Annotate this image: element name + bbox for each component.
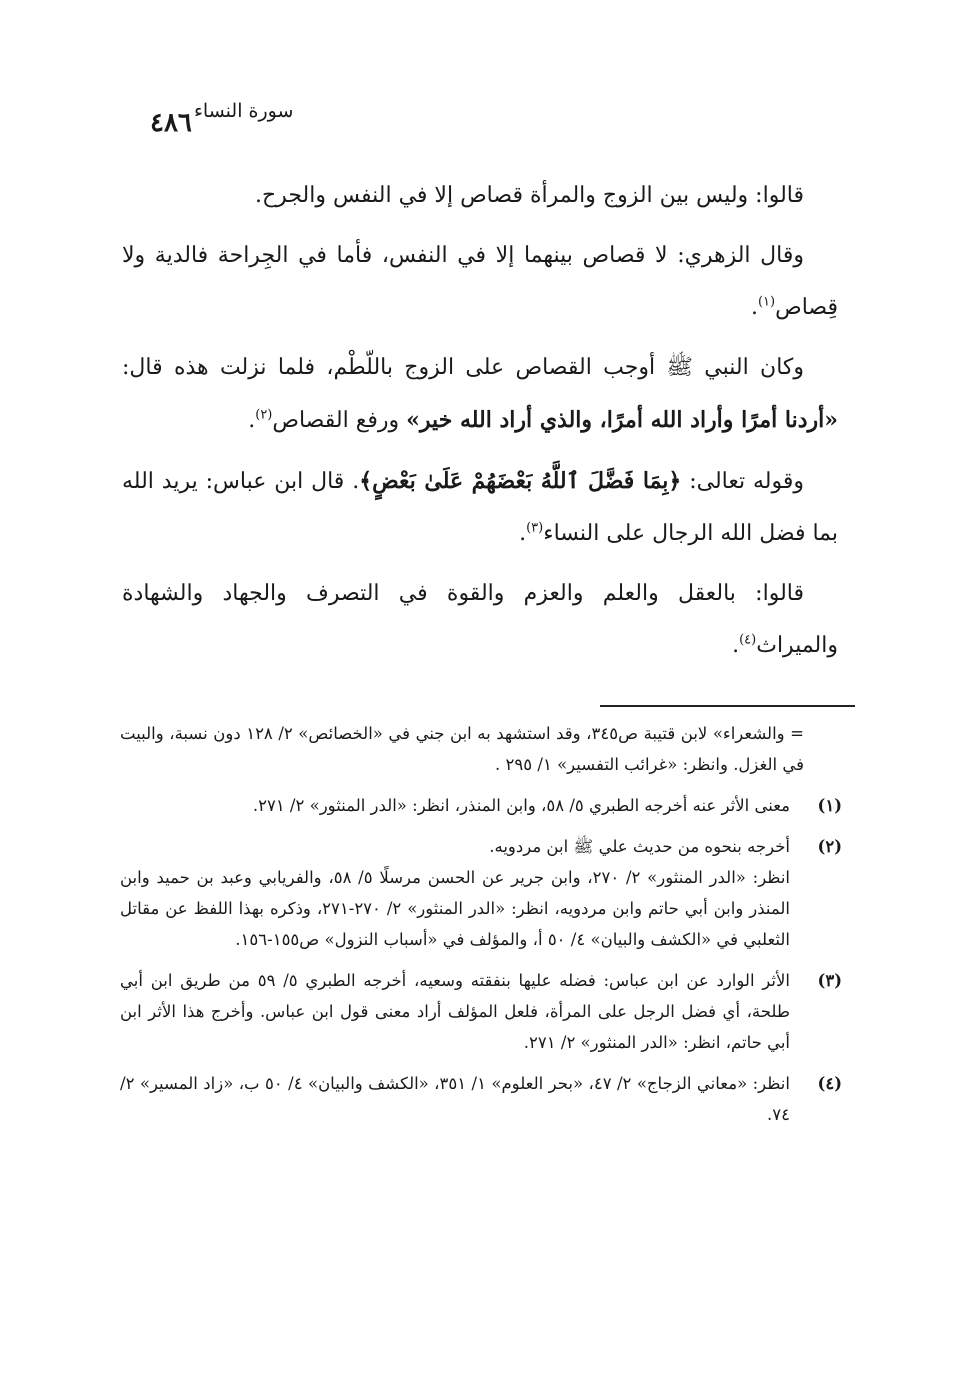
- footnote-continuation: = والشعراء» لابن قتيبة ص٣٤٥، وقد استشهد به ابن جني في «الخصائص» ٢/ ١٢٨ دون نسبة، والبيت في الغزل. وانظر: «غرائب التفسير» ١/ ٢٩٥ .: [120, 724, 804, 774]
- hadith-quote: «أردنا أمرًا وأراد الله أمرًا، والذي أراد الله خير»: [406, 407, 838, 433]
- paragraph-3-text-a: وكان النبي ﷺ أوجب القصاص على الزوج باللّطْم، فلما نزلت هذه قال:: [122, 355, 804, 380]
- paragraph-4: وقوله تعالى: ﴿بِمَا فَضَّلَ ٱللَّهُ بَعْضَهُمْ عَلَىٰ بَعْضٍ﴾. قال ابن عباس: يريد الله بما فضل الله الرجال على النساء$^{(٣)}$.: [122, 468, 838, 546]
- footnote-separator: [600, 705, 855, 707]
- paragraph-3: وكان النبي ﷺ أوجب القصاص على الزوج باللّطْم، فلما نزلت هذه قال: «أردنا أمرًا وأراد الله أمرًا، والذي أراد الله خير» ورفع القصاص$^{(٢)}$.: [122, 355, 838, 433]
- footnote-ref-3[interactable]: (٣): [526, 520, 544, 536]
- footnote-2: [120, 831, 842, 955]
- paragraph-5: قالوا: بالعقل والعلم والعزم والقوة في التصرف والجهاد والشهادة والميراث$^{(٤)}$.: [122, 581, 838, 658]
- footnote-text: معنى الأثر عنه أخرجه الطبري ٥/ ٥٨، وابن المنذر، انظر: «الدر المنثور» ٢/ ٢٧١.: [252, 796, 790, 815]
- footnote-ref-1[interactable]: (١): [757, 294, 776, 310]
- footnote-4: [120, 1068, 842, 1130]
- paragraph-1-text: قالوا: وليس بين الزوج والمرأة قصاص إلا في النفس والجرح.: [254, 183, 804, 208]
- page-number: ٤٨٦: [150, 108, 192, 138]
- footnotes-section: [120, 718, 842, 1140]
- running-title: سورة النساء: [194, 100, 294, 122]
- footnote-1: [120, 790, 842, 821]
- footnote-text: انظر: «معاني الزجاج» ٢/ ٤٧، «بحر العلوم» ١/ ٣٥١، «الكشف والبيان» ٤/ ٥٠ ب، «زاد المسير» ٢/ ٧٤.: [120, 1074, 790, 1124]
- footnote-3: [120, 965, 842, 1058]
- paragraph-2-text: وقال الزهري: لا قصاص بينهما إلا في النفس، فأما في الجِراحة فالدية ولا قِصاص: [122, 243, 838, 320]
- footnote-text-continued: انظر: «الدر المنثور» ٢/ ٢٧٠، وابن جرير عن الحسن مرسلًا ٥/ ٥٨، والفريابي وعبد بن حميد وابن المنذر وابن أبي حاتم وابن مردويه، انظر: «الدر المنثور» ٢/ ٢٧٠-٢٧١، وذكره بهذا اللفظ عن مقاتل الثعلبي في «الكشف والبيان» ٤/ ٥٠ أ، والمؤلف في «أسباب النزول» ص١٥٥-١٥٦.: [120, 868, 791, 949]
- paragraph-4-text-b: . قال ابن عباس: يريد الله بما فضل الله الرجال على النساء: [122, 469, 838, 546]
- footnote-number: (٤): [817, 1074, 842, 1093]
- paragraph-1: [122, 170, 838, 222]
- paragraph-2: وقال الزهري: لا قصاص بينهما إلا في النفس، فأما في الجِراحة فالدية ولا قِصاص$^{(١)}$.: [122, 243, 838, 320]
- paragraph-4-text-a: وقوله تعالى:: [681, 469, 804, 494]
- paragraph-3-text-b: ورفع القصاص: [272, 408, 407, 433]
- main-text: [122, 170, 838, 680]
- footnote-number: (١): [817, 796, 842, 815]
- footnote-text: أخرجه بنحوه من حديث علي ﷺ ابن مردويه.: [489, 837, 790, 856]
- footnote-ref-4[interactable]: (٤): [739, 632, 757, 648]
- quran-verse: ﴿بِمَا فَضَّلَ ٱللَّهُ بَعْضَهُمْ عَلَىٰ بَعْضٍ﴾: [359, 468, 682, 494]
- footnote-number: (٢): [817, 837, 842, 856]
- footnote-ref-2[interactable]: (٢): [255, 407, 273, 423]
- paragraph-5-text: قالوا: بالعقل والعلم والعزم والقوة في التصرف والجهاد والشهادة والميراث: [122, 581, 838, 658]
- footnote-text: الأثر الوارد عن ابن عباس: فضله عليها بنفقته وسعيه، أخرجه الطبري ٥/ ٥٩ من طريق ابن أبي طلحة، أي فضل الرجل على المرأة، فلعل المؤلف أراد معنى قول ابن عباس. وأخرج هذا الأثر ابن أبي حاتم، انظر: «الدر المنثور» ٢/ ٢٧١.: [120, 971, 790, 1052]
- footnote-number: (٣): [817, 971, 842, 990]
